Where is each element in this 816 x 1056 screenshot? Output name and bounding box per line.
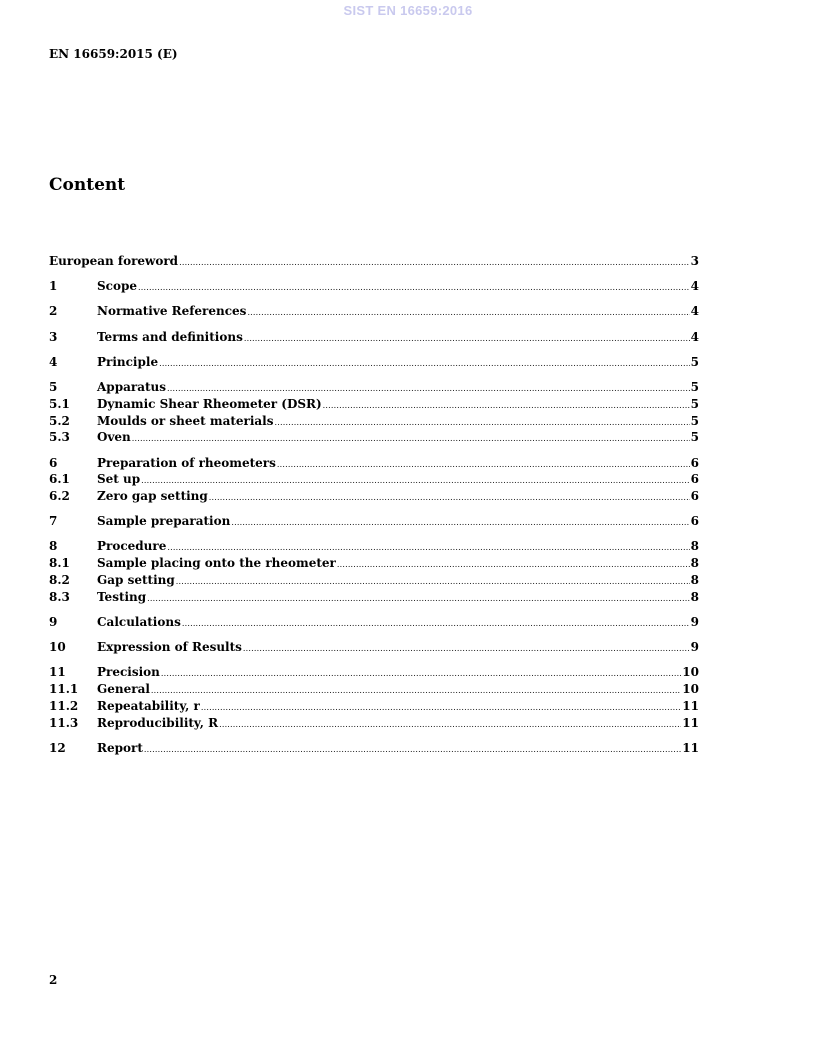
toc-entry-number: 8.1: [49, 556, 70, 571]
dot-leader: [244, 331, 690, 348]
dot-leader: [159, 356, 690, 373]
toc-entry-title: Dynamic Shear Rheometer (DSR): [97, 396, 322, 411]
toc-entry-page: 11: [682, 699, 699, 714]
toc-entry-page: 5: [690, 413, 699, 428]
toc-entry-title: Expression of Results: [97, 640, 242, 655]
toc-entry-number: 2: [49, 304, 58, 319]
dot-leader: [176, 574, 690, 591]
toc-entry-page: 6: [690, 514, 699, 529]
dot-leader: [337, 557, 690, 574]
dot-leader: [138, 280, 690, 297]
toc-entry-page: 8: [690, 539, 699, 554]
watermark: SIST EN 16659:2016: [343, 3, 473, 18]
dot-leader: [243, 641, 690, 658]
dot-leader: [201, 700, 681, 717]
table-of-contents: [49, 253, 699, 757]
toc-entry-6-2[interactable]: [49, 488, 699, 505]
toc-entry-page: 11: [682, 715, 699, 730]
toc-entry-title: Principle: [97, 354, 159, 369]
toc-entry-2[interactable]: [49, 303, 699, 320]
toc-entry-title: Procedure: [97, 539, 167, 554]
toc-entry-page: 9: [690, 640, 699, 655]
toc-entry-foreword[interactable]: [49, 253, 699, 270]
toc-entry-8-2[interactable]: [49, 572, 699, 589]
toc-entry-title: Sample preparation: [97, 514, 231, 529]
toc-entry-6-1[interactable]: [49, 471, 699, 488]
dot-leader: [141, 473, 690, 490]
toc-entry-12[interactable]: [49, 740, 699, 757]
toc-entry-number: 1: [49, 279, 58, 294]
toc-entry-8-1[interactable]: [49, 555, 699, 572]
toc-entry-page: 4: [690, 304, 699, 319]
page-title: Content: [49, 175, 126, 195]
toc-entry-title: Set up: [97, 472, 141, 487]
toc-entry-number: 11.1: [49, 682, 79, 697]
dot-leader: [323, 398, 690, 415]
toc-entry-page: 10: [682, 665, 699, 680]
toc-entry-title: Normative References: [97, 304, 247, 319]
toc-entry-title: Terms and definitions: [97, 329, 243, 344]
toc-entry-title: Preparation of rheometers: [97, 455, 276, 470]
toc-entry-page: 8: [690, 589, 699, 604]
toc-entry-9[interactable]: [49, 614, 699, 631]
toc-entry-11[interactable]: [49, 664, 699, 681]
dot-leader: [151, 683, 681, 700]
toc-entry-title: Apparatus: [97, 379, 166, 394]
toc-entry-number: 8.3: [49, 589, 70, 604]
toc-entry-number: 11.2: [49, 699, 79, 714]
toc-entry-page: 6: [690, 489, 699, 504]
toc-entry-page: 11: [682, 741, 699, 756]
toc-entry-page: 10: [682, 682, 699, 697]
toc-entry-6[interactable]: [49, 455, 699, 472]
toc-entry-page: 9: [690, 615, 699, 630]
toc-entry-page: 5: [690, 354, 699, 369]
toc-entry-4[interactable]: [49, 354, 699, 371]
dot-leader: [219, 717, 681, 734]
toc-entry-number: 11.3: [49, 715, 79, 730]
toc-entry-10[interactable]: [49, 639, 699, 656]
toc-entry-5-3[interactable]: [49, 429, 699, 446]
toc-entry-page: 6: [690, 472, 699, 487]
toc-entry-title: Calculations: [97, 615, 181, 630]
dot-leader: [179, 255, 690, 272]
toc-entry-title: Moulds or sheet materials: [97, 413, 274, 428]
toc-entry-page: 3: [690, 254, 699, 268]
toc-entry-number: 8.2: [49, 573, 70, 588]
toc-entry-number: 6: [49, 455, 58, 470]
dot-leader: [275, 415, 690, 432]
toc-entry-page: 5: [690, 396, 699, 411]
toc-entry-page: 4: [690, 329, 699, 344]
toc-entry-number: 6.1: [49, 472, 70, 487]
dot-leader: [277, 457, 690, 474]
page-number: 2: [49, 973, 58, 987]
toc-entry-title: Testing: [97, 589, 147, 604]
toc-entry-8-3[interactable]: [49, 589, 699, 606]
toc-entry-title: Gap setting: [97, 573, 175, 588]
dot-leader: [182, 616, 690, 633]
toc-entry-page: 8: [690, 556, 699, 571]
toc-entry-title: Zero gap setting: [97, 489, 208, 504]
toc-entry-1[interactable]: [49, 278, 699, 295]
toc-entry-number: 11: [49, 665, 66, 680]
toc-entry-title: European foreword: [49, 254, 179, 268]
toc-entry-8[interactable]: [49, 538, 699, 555]
toc-entry-page: 8: [690, 573, 699, 588]
toc-entry-number: 9: [49, 615, 58, 630]
toc-entry-number: 7: [49, 514, 58, 529]
dot-leader: [147, 591, 689, 608]
toc-entry-page: 5: [690, 379, 699, 394]
toc-entry-title: Sample placing onto the rheometer: [97, 556, 336, 571]
toc-entry-11-1[interactable]: [49, 681, 699, 698]
toc-entry-11-3[interactable]: [49, 715, 699, 732]
toc-entry-page: 4: [690, 279, 699, 294]
toc-entry-5-2[interactable]: [49, 413, 699, 430]
toc-entry-7[interactable]: [49, 513, 699, 530]
toc-entry-number: 3: [49, 329, 58, 344]
toc-entry-number: 12: [49, 741, 66, 756]
dot-leader: [209, 490, 690, 507]
toc-entry-number: 5.3: [49, 430, 70, 445]
toc-entry-title: Report: [97, 741, 143, 756]
toc-entry-title: Repeatability, r: [97, 699, 200, 714]
toc-entry-page: 6: [690, 455, 699, 470]
toc-entry-number: 10: [49, 640, 66, 655]
toc-entry-number: 5.1: [49, 396, 70, 411]
document-reference: EN 16659:2015 (E): [49, 47, 178, 61]
toc-entry-title: Reproducibility, R: [97, 715, 219, 730]
dot-leader: [161, 666, 681, 683]
toc-entry-number: 4: [49, 354, 58, 369]
toc-entry-11-2[interactable]: [49, 698, 699, 715]
toc-entry-5[interactable]: [49, 379, 699, 396]
dot-leader: [231, 515, 689, 532]
toc-entry-title: Precision: [97, 665, 160, 680]
toc-entry-number: 5.2: [49, 413, 70, 428]
dot-leader: [144, 742, 681, 759]
toc-entry-page: 5: [690, 430, 699, 445]
toc-entry-5-1[interactable]: [49, 396, 699, 413]
toc-entry-title: Oven: [97, 430, 131, 445]
toc-entry-title: General: [97, 682, 150, 697]
toc-entry-3[interactable]: [49, 329, 699, 346]
toc-entry-number: 6.2: [49, 489, 70, 504]
dot-leader: [247, 305, 689, 322]
toc-entry-number: 5: [49, 379, 58, 394]
dot-leader: [132, 431, 690, 448]
toc-entry-number: 8: [49, 539, 58, 554]
toc-entry-title: Scope: [97, 279, 138, 294]
